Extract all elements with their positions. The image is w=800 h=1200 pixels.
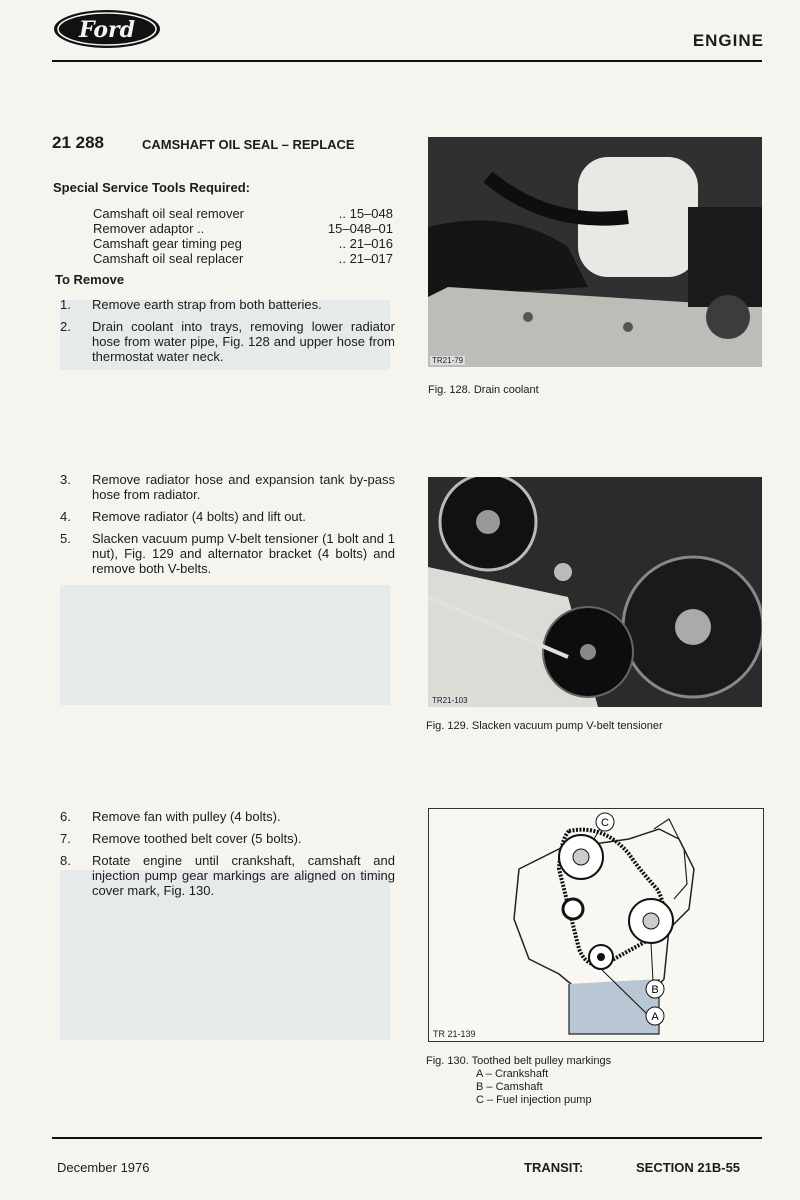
figure-tag: TR21-79: [432, 356, 464, 365]
tool-row: [93, 221, 393, 236]
tool-code: 15–048–01: [327, 221, 393, 236]
tool-code: .. 21–016: [338, 236, 393, 251]
timing-belt-diagram: [429, 809, 763, 1041]
list-item: [60, 472, 395, 502]
fig130-title: Fig. 130. Toothed belt pulley markings: [426, 1055, 612, 1067]
step-number: 8.: [60, 853, 71, 868]
footer-model: TRANSIT:: [524, 1160, 584, 1175]
tool-name: Camshaft gear timing peg: [93, 236, 242, 251]
step-number: 7.: [60, 831, 71, 846]
ford-logo: [52, 8, 162, 50]
fig130-legend-item: C – Fuel injection pump: [476, 1094, 592, 1106]
step-number: 4.: [60, 509, 71, 524]
pulley-photo-graphic: [428, 477, 762, 707]
fig130-legend-item: B – Camshaft: [476, 1081, 543, 1093]
list-item: [60, 809, 395, 824]
step-text: Rotate engine until crankshaft, camshaft and injection pump gear markings are aligned on timing cover mark, Fig. 130.: [92, 853, 395, 898]
fig128-photo: [428, 137, 762, 367]
page-header-title: ENGINE: [692, 31, 764, 50]
section-title: CAMSHAFT OIL SEAL – REPLACE: [142, 137, 355, 152]
list-item: [60, 831, 395, 846]
steps-group-1: [60, 297, 395, 371]
tools-heading: Special Service Tools Required:: [53, 180, 250, 195]
footer-section: SECTION 21B-55: [636, 1160, 741, 1175]
list-item: [60, 853, 395, 898]
tool-code: .. 15–048: [338, 206, 393, 221]
list-item: [60, 509, 395, 524]
step-text: Slacken vacuum pump V-belt tensioner (1 bolt and 1 nut), Fig. 129 and alternator bracket (4 bolts) and remove both V-belts.: [92, 531, 395, 576]
tool-row: [93, 206, 393, 221]
section-number: 21 288: [52, 133, 104, 152]
tool-name: Remover adaptor ..: [93, 221, 205, 236]
step-text: Remove radiator (4 bolts) and lift out.: [92, 509, 306, 524]
steps-group-2: [60, 472, 395, 583]
step-text: Remove fan with pulley (4 bolts).: [92, 809, 281, 824]
marker-c-label: C: [601, 817, 609, 829]
tool-row: [93, 251, 393, 266]
tool-name: Camshaft oil seal replacer: [93, 251, 244, 266]
footer-date: December 1976: [57, 1160, 150, 1175]
step-text: Remove radiator hose and expansion tank by-pass hose from radiator.: [92, 472, 395, 502]
figure-tag: TR21-103: [432, 696, 468, 705]
fig129-photo: [428, 477, 762, 707]
step-text: Remove toothed belt cover (5 bolts).: [92, 831, 302, 846]
fig130-legend-item: A – Crankshaft: [476, 1068, 549, 1080]
marker-a-label: A: [651, 1011, 659, 1023]
tool-row: [93, 236, 393, 251]
figure-tag: TR 21-139: [433, 1029, 476, 1039]
list-item: [60, 319, 395, 364]
footer-rule: [52, 1137, 762, 1139]
show-through-shadow: [60, 585, 390, 705]
step-number: 1.: [60, 297, 71, 312]
tool-code: .. 21–017: [338, 251, 393, 266]
steps-group-3: [60, 809, 395, 905]
list-item: [60, 297, 395, 312]
tools-list: [93, 206, 393, 266]
fig130-diagram: [428, 808, 764, 1042]
list-item: [60, 531, 395, 576]
ford-logo-text: Ford: [78, 17, 136, 43]
step-number: 5.: [60, 531, 71, 546]
fig130-caption: [426, 1055, 611, 1107]
header-rule: [52, 60, 762, 62]
step-number: 2.: [60, 319, 71, 334]
tool-name: Camshaft oil seal remover: [93, 206, 244, 221]
remove-heading: To Remove: [55, 272, 125, 287]
step-number: 3.: [60, 472, 71, 487]
marker-b-label: B: [651, 984, 659, 996]
step-text: Remove earth strap from both batteries.: [92, 297, 322, 312]
step-text: Drain coolant into trays, removing lower radiator hose from water pipe, Fig. 128 and upper hose from thermostat water neck.: [92, 319, 395, 364]
step-number: 6.: [60, 809, 71, 824]
engine-photo-graphic: [428, 137, 762, 367]
fig129-caption: Fig. 129. Slacken vacuum pump V-belt tensioner: [426, 720, 663, 732]
fig128-caption: Fig. 128. Drain coolant: [428, 384, 539, 396]
